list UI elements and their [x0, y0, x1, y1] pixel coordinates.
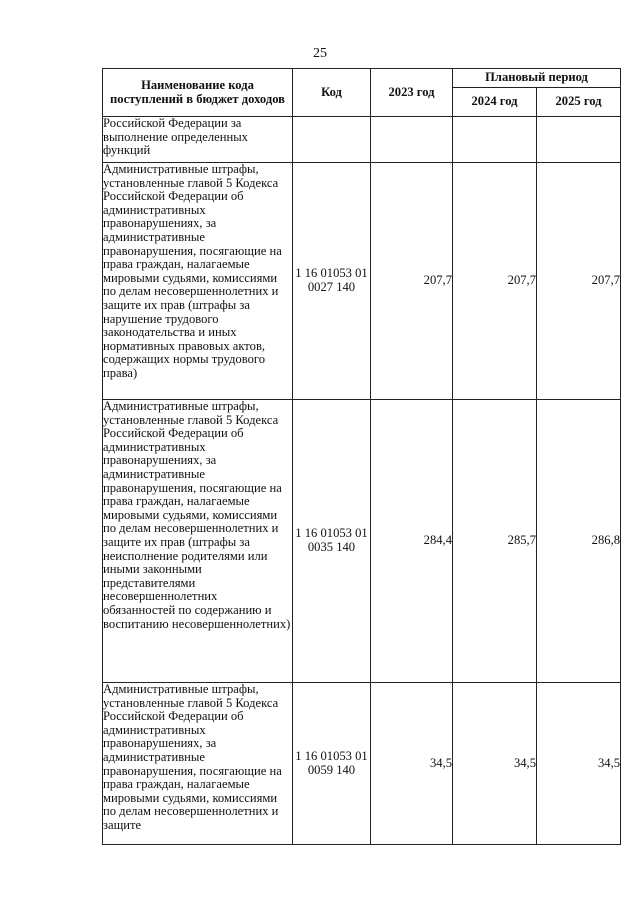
- row-value-2025: 34,5: [537, 683, 621, 845]
- table-row: [103, 400, 621, 683]
- row-code: [293, 117, 371, 163]
- row-name: Административные штрафы, установленные главой 5 Кодекса Российской Федерации об административных правонарушениях, за административные правонарушения, посягающие на права граждан, налагаемые мировыми судьями, комиссиями по делам несовершеннолетних и защите их прав (штрафы за нарушение трудового законодательства и иных нормативных правовых актов, содержащих нормы трудового права): [103, 163, 293, 400]
- row-value-2025: 286,8: [537, 400, 621, 683]
- header-row-1: [103, 69, 621, 88]
- row-value-2025: [537, 117, 621, 163]
- row-value-2025: 207,7: [537, 163, 621, 400]
- budget-revenue-table: [102, 68, 621, 845]
- row-value-2024: [453, 117, 537, 163]
- table-row: [103, 117, 621, 163]
- table-row: [103, 683, 621, 845]
- header-2024: 2024 год: [453, 88, 537, 117]
- header-planned-period: Плановый период: [453, 69, 621, 88]
- row-value-2024: 34,5: [453, 683, 537, 845]
- page-number: 25: [313, 46, 327, 61]
- row-value-2023: 207,7: [371, 163, 453, 400]
- row-code: 1 16 01053 01 0035 140: [293, 400, 371, 683]
- row-code: 1 16 01053 01 0059 140: [293, 683, 371, 845]
- row-value-2023: 34,5: [371, 683, 453, 845]
- row-value-2023: 284,4: [371, 400, 453, 683]
- row-value-2023: [371, 117, 453, 163]
- row-value-2024: 285,7: [453, 400, 537, 683]
- row-name: Административные штрафы, установленные главой 5 Кодекса Российской Федерации об административных правонарушениях, за административные правонарушения, посягающие на права граждан, налагаемые мировыми судьями, комиссиями по делам несовершеннолетних и защите их прав (штрафы за неисполнение родителями или иными законными представителями несовершеннолетних обязанностей по содержанию и воспитанию несовершеннолетних): [103, 400, 293, 683]
- row-name: Российской Федерации за выполнение определенных функций: [103, 117, 293, 163]
- row-code: 1 16 01053 01 0027 140: [293, 163, 371, 400]
- header-code: Код: [293, 69, 371, 117]
- row-name: Административные штрафы, установленные главой 5 Кодекса Российской Федерации об административных правонарушениях, за административные правонарушения, посягающие на права граждан, налагаемые мировыми судьями, комиссиями по делам несовершеннолетних и защите: [103, 683, 293, 845]
- table-row: [103, 163, 621, 400]
- header-name: Наименование кода поступлений в бюджет доходов: [103, 69, 293, 117]
- header-2023: 2023 год: [371, 69, 453, 117]
- header-2025: 2025 год: [537, 88, 621, 117]
- row-value-2024: 207,7: [453, 163, 537, 400]
